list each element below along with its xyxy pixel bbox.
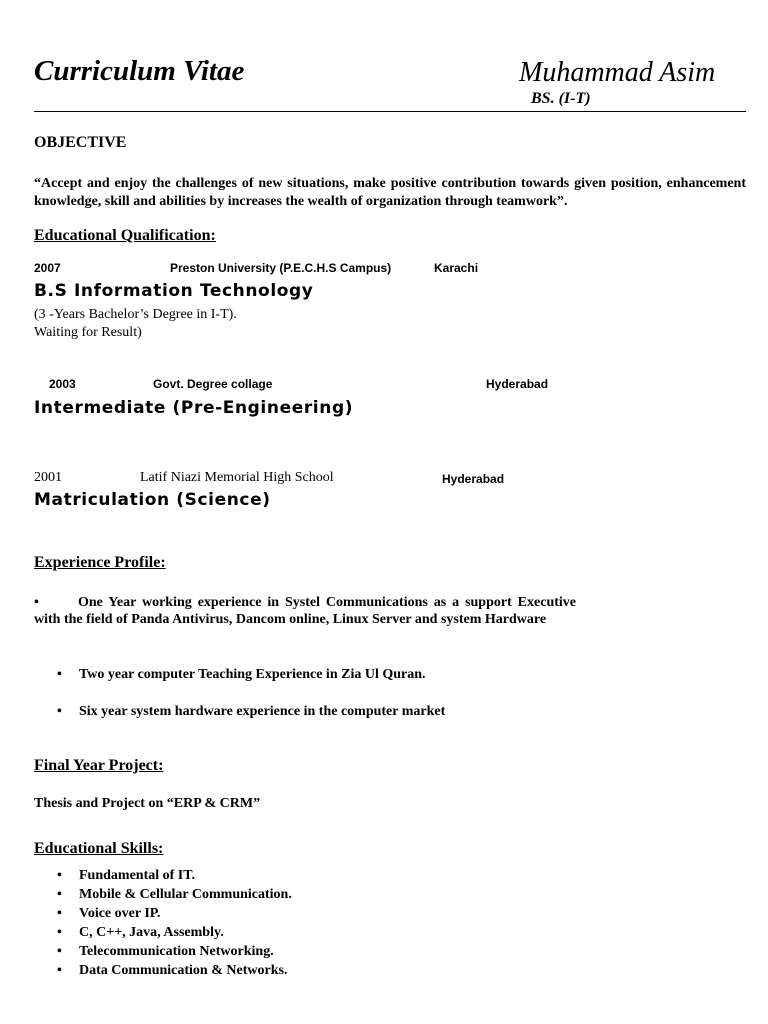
education-year: 2003 — [49, 377, 76, 391]
bullet-icon: • — [57, 944, 62, 959]
header-divider — [34, 111, 746, 112]
bullet-icon: • — [57, 704, 62, 719]
education-degree: Intermediate (Pre-Engineering) — [34, 398, 354, 418]
project-text: Thesis and Project on “ERP & CRM” — [34, 796, 261, 811]
education-degree: Matriculation (Science) — [34, 490, 271, 510]
education-city: Hyderabad — [442, 472, 505, 486]
bullet-icon: • — [57, 868, 62, 883]
education-city: Hyderabad — [486, 377, 549, 391]
list-item — [57, 866, 292, 885]
experience-item — [57, 704, 445, 720]
education-note: (3 -Years Bachelor’s Degree in I-T). — [34, 307, 237, 322]
skills-heading: Educational Skills: — [34, 840, 164, 857]
skill-text: Data Communication & Networks. — [79, 963, 288, 978]
education-institution: Govt. Degree collage — [153, 377, 273, 391]
experience-item — [34, 594, 576, 628]
experience-heading: Experience Profile: — [34, 554, 166, 571]
education-degree: B.S Information Technology — [34, 281, 314, 301]
applicant-name: Muhammad Asim — [519, 57, 716, 88]
list-item — [57, 904, 292, 923]
objective-text: “Accept and enjoy the challenges of new situations, make positive contribution towards given position, enhancement knowledge, skill and abilities by increases the wealth of organization through teamwork”. — [34, 176, 746, 209]
bullet-icon: • — [57, 887, 62, 902]
bullet-icon: • — [57, 925, 62, 940]
project-heading: Final Year Project: — [34, 757, 164, 774]
list-item — [57, 923, 292, 942]
document-title: Curriculum Vitae — [34, 55, 245, 87]
experience-item-text: Six year system hardware experience in the computer market — [79, 704, 446, 719]
list-item — [57, 885, 292, 904]
bullet-icon: • — [57, 667, 62, 682]
skill-text: Fundamental of IT. — [79, 868, 196, 883]
skill-text: Telecommunication Networking. — [79, 944, 274, 959]
experience-item-text: Two year computer Teaching Experience in Zia Ul Quran. — [79, 667, 426, 682]
list-item — [57, 942, 292, 961]
skill-text: C, C++, Java, Assembly. — [79, 925, 224, 940]
education-note: Waiting for Result) — [34, 325, 142, 340]
education-city: Karachi — [434, 261, 479, 275]
education-year: 2001 — [34, 470, 62, 485]
education-institution: Latif Niazi Memorial High School — [140, 470, 334, 485]
skill-text: Mobile & Cellular Communication. — [79, 887, 292, 902]
education-year: 2007 — [34, 261, 61, 275]
education-institution: Preston University (P.E.C.H.S Campus) — [170, 261, 392, 275]
experience-item — [57, 667, 426, 683]
skills-list — [57, 866, 292, 980]
education-heading: Educational Qualification: — [34, 227, 216, 244]
experience-item-text: One Year working experience in Systel Communications as a support Executive with the field of Panda Antivirus, Dancom online, Linux Server and system Hardware — [34, 595, 576, 627]
skill-text: Voice over IP. — [79, 906, 161, 921]
list-item — [57, 961, 292, 980]
bullet-icon: • — [34, 595, 39, 610]
bullet-icon: • — [57, 963, 62, 978]
bullet-icon: • — [57, 906, 62, 921]
objective-heading: OBJECTIVE — [34, 134, 127, 151]
applicant-degree: BS. (I-T) — [531, 90, 591, 107]
